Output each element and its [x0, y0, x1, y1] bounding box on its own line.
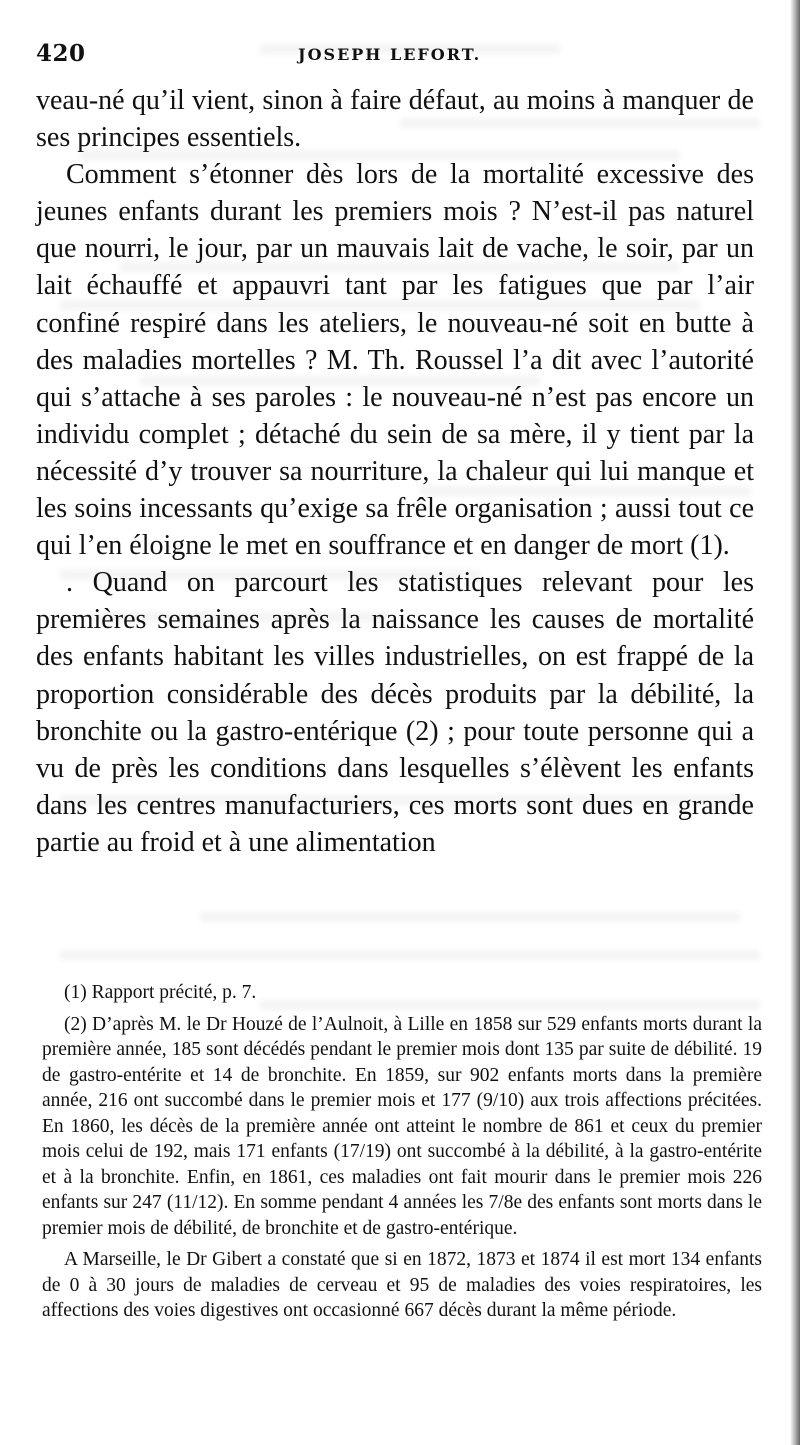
footnote-2-continuation: A Marseille, le Dr Gibert a constaté que si en 1872, 1873 et 1874 il est mort 134 enfants de 0 à 30 jours de maladies de cerveau et 95 de maladies des voies respiratoires, les affections des voies digestives ont occasionné 667 décès durant la même période. — [42, 1249, 762, 1321]
scan-shadow-edge — [790, 0, 800, 1445]
footnote-2: (2) D’après M. le Dr Houzé de l’Aulnoit, à Lille en 1858 sur 529 enfants morts durant la première année, 185 sont décédés pendant le premier mois dont 135 par suite de débilité. 19 de gastro-entérite et 14 de bronchite. En 1859, sur 902 enfants morts dans la première année, 216 ont succombé dans le premier mois et 177 (9/10) aux trois affections précitées. En 1860, les décès de la première année ont atteint le nombre de 861 et ceux du premier mois celui de 192, mais 171 enfants (17/19) ont succombé à la débilité, à la gastro-entérite et à la bronchite. Enfin, en 1861, ces maladies ont fait mourir dans le premier mois 226 enfants sur 247 (11/12). En somme pendant 4 années les 7/8e des enfants sont morts dans le premier mois de débilité, de bronchite et de gastro-entérique. — [42, 1013, 762, 1239]
paragraph: . Quand on parcourt les statistiques relevant pour les premières semaines après la naissance les causes de mortalité des enfants habitant les villes industrielles, on est frappé de la proportion considérable des décès produits par la débilité, la bronchite ou la gastro-entérique (2) ; pour toute personne qui a vu de près les conditions dans lesquelles s’élèvent les enfants dans les centres manufacturiers, ces morts sont dues en grande partie au froid et à une alimentation — [36, 567, 754, 858]
main-text — [36, 82, 754, 861]
paragraph-continuation: veau-né qu’il vient, sinon à faire défaut, au moins à manquer de ses principes essentiels. — [36, 85, 754, 154]
footnotes — [42, 980, 762, 1330]
page-header — [36, 36, 756, 76]
running-head: JOSEPH LEFORT. — [298, 45, 482, 64]
footnote-1: (1) Rapport précité, p. 7. — [64, 982, 257, 1003]
paragraph: Comment s’étonner dès lors de la mortalité excessive des jeunes enfants durant les premiers mois ? N’est-il pas naturel que nourri, le jour, par un mauvais lait de vache, le soir, par un lait échauffé et appauvri tant par les fatigues que par l’air confiné respiré dans les ateliers, le nouveau-né soit en butte à des maladies mortelles ? M. Th. Roussel l’a dit avec l’autorité qui s’attache à ses paroles : le nouveau-né n’est pas encore un individu complet ; détaché du sein de sa mère, il y tient par la nécessité d’y trouver sa nourriture, la chaleur qui lui manque et les soins incessants qu’exige sa frêle organisation ; aussi tout ce qui l’en éloigne le met en souffrance et en danger de mort (1). — [36, 159, 754, 562]
page-number: 420 — [36, 40, 86, 67]
